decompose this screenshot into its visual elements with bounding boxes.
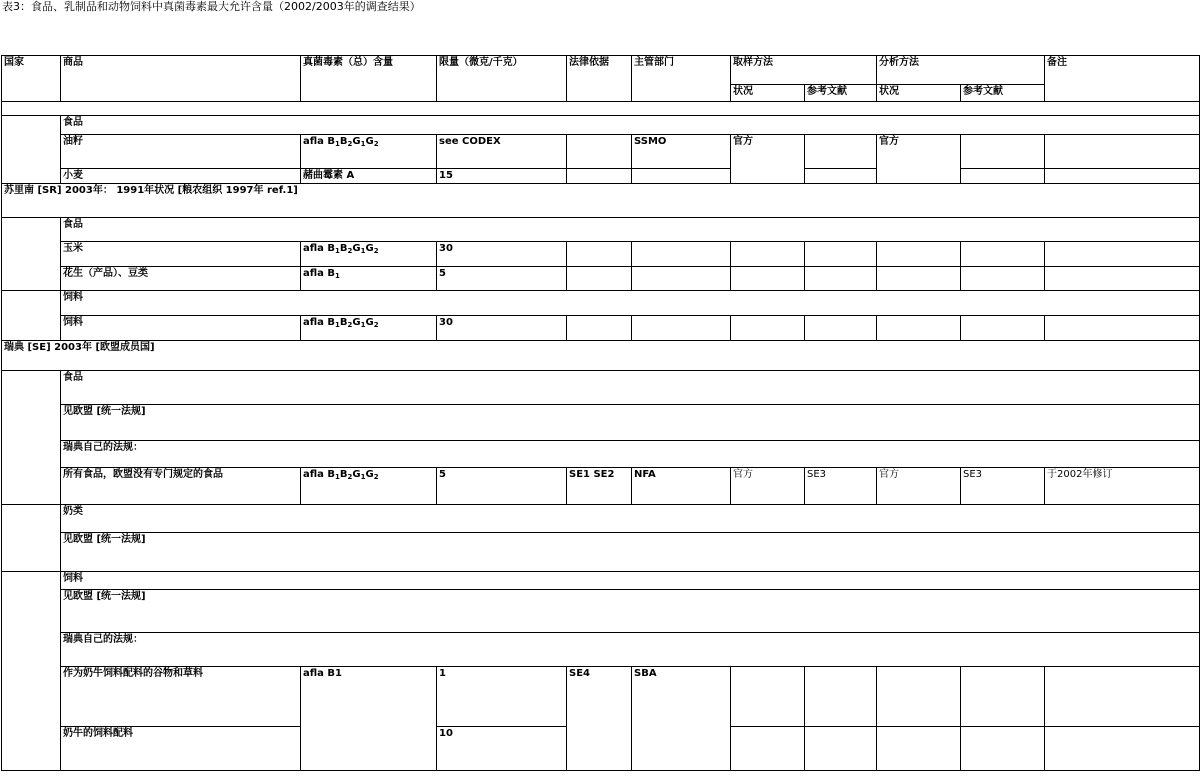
analysis-reference: SE3 bbox=[961, 468, 1045, 505]
country-cell bbox=[2, 218, 61, 291]
category-feed: 饲料 bbox=[61, 572, 1200, 590]
header-legal-basis: 法律依据 bbox=[567, 56, 632, 102]
limit-value: 30 bbox=[437, 316, 567, 341]
commodity-maize: 玉米 bbox=[61, 242, 301, 267]
toxin-afla-b1: afla $B_1$ bbox=[301, 267, 437, 291]
limit-value: 5 bbox=[437, 468, 567, 505]
toxin-afla-b1b2g1g2: afla $B_1B_2G_1G_2$ bbox=[301, 242, 437, 267]
header-sampling-reference: 参考文献 bbox=[805, 85, 877, 102]
country-header-suriname: 苏里南 [SR] 2003年： 1991年状况 [粮农组织 1997年 ref.1] bbox=[2, 184, 1200, 218]
mycotoxin-table bbox=[1, 55, 1200, 771]
legal-basis: SE4 bbox=[567, 667, 632, 771]
analysis-status: 官方 bbox=[877, 135, 961, 184]
header-analysis-status: 状况 bbox=[877, 85, 961, 102]
note-own-rules: 瑞典自己的法规： bbox=[61, 441, 1200, 468]
remarks bbox=[1045, 135, 1200, 169]
commodity-feed: 饲料 bbox=[61, 316, 301, 341]
limit-value: see CODEX bbox=[437, 135, 567, 169]
header-sampling: 取样方法 bbox=[731, 56, 877, 85]
toxin-afla-b1b2g1g2: afla $B_1B_2G_1G_2$ bbox=[301, 316, 437, 341]
category-dairy: 奶类 bbox=[61, 505, 1200, 533]
country-cell bbox=[2, 371, 61, 505]
note-see-eu: 见欧盟 [统一法规] bbox=[61, 405, 1200, 441]
authority: NFA bbox=[632, 468, 731, 505]
sampling-status: 官方 bbox=[731, 468, 805, 505]
limit-value: 15 bbox=[437, 169, 567, 184]
country-cell bbox=[2, 505, 61, 572]
toxin-afla-b1b2g1g2: afla $B_1B_2G_1G_2$ bbox=[301, 468, 437, 505]
toxin-ochratoxin-a: 赭曲霉素 A bbox=[301, 169, 437, 184]
country-cell bbox=[2, 572, 61, 771]
authority bbox=[632, 169, 731, 184]
country-cell bbox=[2, 116, 61, 184]
commodity-all-food: 所有食品，欧盟没有专门规定的食品 bbox=[61, 468, 301, 505]
commodity-peanut: 花生（产品）、豆类 bbox=[61, 267, 301, 291]
header-remarks: 备注 bbox=[1045, 56, 1200, 102]
limit-value: 1 bbox=[437, 667, 567, 727]
sampling-reference bbox=[805, 169, 877, 184]
header-sampling-status: 状况 bbox=[731, 85, 805, 102]
commodity-dairy-feed: 奶牛的饲料配料 bbox=[61, 727, 301, 771]
category-food: 食品 bbox=[61, 218, 1200, 242]
toxin-afla-b1b2g1g2: afla $B_1B_2G_1G_2$ bbox=[301, 135, 437, 169]
note-see-eu: 见欧盟 [统一法规] bbox=[61, 590, 1200, 633]
sampling-status: 官方 bbox=[731, 135, 805, 184]
authority: SBA bbox=[632, 667, 731, 771]
commodity-wheat: 小麦 bbox=[61, 169, 301, 184]
table-caption: 表3：食品、乳制品和动物饲料中真菌毒素最大允许含量（2002/2003年的调查结果） bbox=[2, 0, 421, 13]
category-feed: 饲料 bbox=[61, 291, 1200, 316]
country-cell bbox=[2, 291, 61, 341]
country-header-sweden: 瑞典 [SE] 2003年 [欧盟成员国] bbox=[2, 341, 1200, 371]
header-analysis-reference: 参考文献 bbox=[961, 85, 1045, 102]
remarks bbox=[1045, 169, 1200, 184]
category-food: 食品 bbox=[61, 116, 1200, 135]
commodity-oilseed: 油籽 bbox=[61, 135, 301, 169]
header-analysis: 分析方法 bbox=[877, 56, 1045, 85]
header-authority: 主管部门 bbox=[632, 56, 731, 102]
legal-basis bbox=[567, 135, 632, 169]
legal-basis: SE1 SE2 bbox=[567, 468, 632, 505]
analysis-reference bbox=[961, 169, 1045, 184]
header-limit: 限量（微克/千克） bbox=[437, 56, 567, 102]
toxin-afla-b1: afla B1 bbox=[301, 667, 437, 771]
limit-value: 30 bbox=[437, 242, 567, 267]
header-commodity: 商品 bbox=[61, 56, 301, 102]
sampling-reference: SE3 bbox=[805, 468, 877, 505]
legal-basis bbox=[567, 169, 632, 184]
category-food: 食品 bbox=[61, 371, 1200, 405]
remarks: 于2002年修订 bbox=[1045, 468, 1200, 505]
sampling-reference bbox=[805, 135, 877, 169]
note-see-eu: 见欧盟 [统一法规] bbox=[61, 533, 1200, 572]
authority: SSMO bbox=[632, 135, 731, 169]
limit-value: 10 bbox=[437, 727, 567, 771]
analysis-status: 官方 bbox=[877, 468, 961, 505]
limit-value: 5 bbox=[437, 267, 567, 291]
note-own-rules: 瑞典自己的法规： bbox=[61, 633, 1200, 667]
spacer-row bbox=[2, 102, 1200, 116]
analysis-reference bbox=[961, 135, 1045, 169]
header-country: 国家 bbox=[2, 56, 61, 102]
header-mycotoxin: 真菌毒素（总）含量 bbox=[301, 56, 437, 102]
commodity-cereal-feed: 作为奶牛饲料配料的谷物和草料 bbox=[61, 667, 301, 727]
